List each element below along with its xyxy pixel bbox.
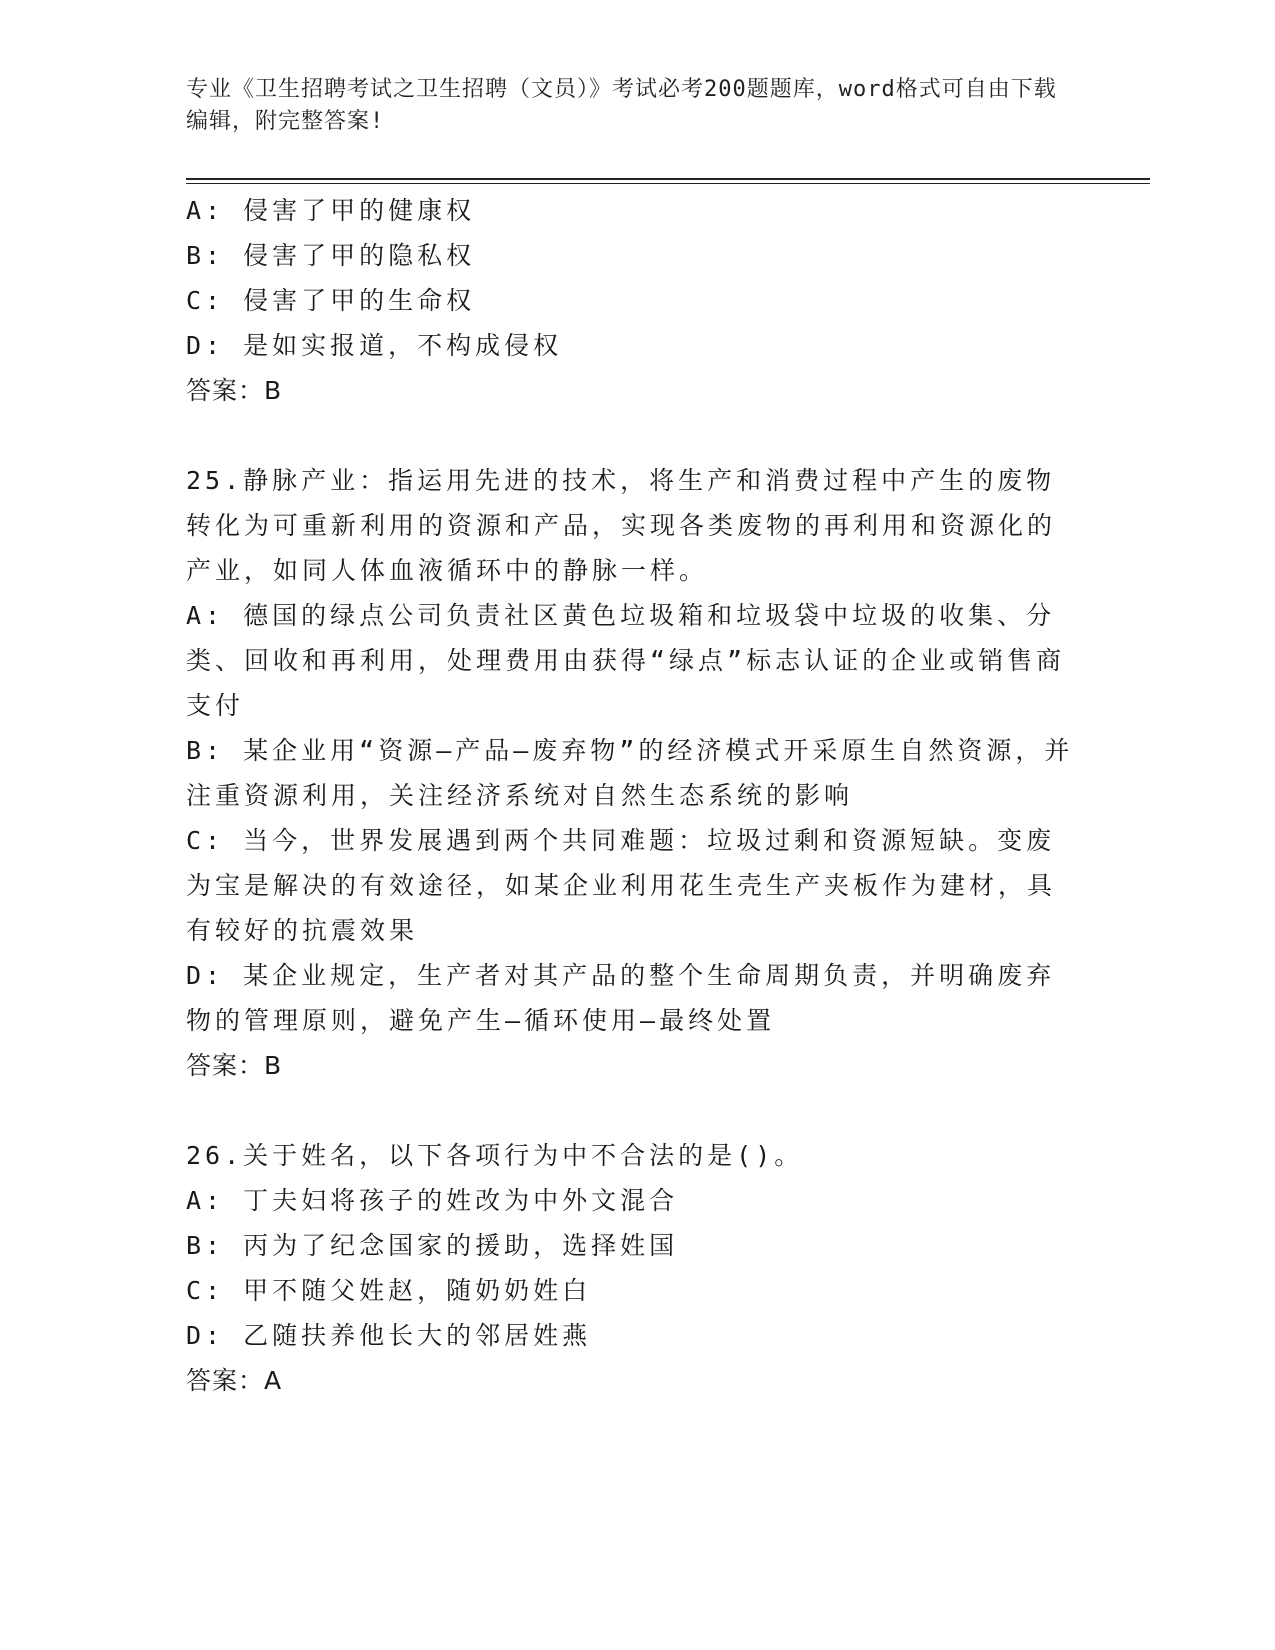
header-divider-thin <box>186 183 1150 184</box>
question-stem: 26.关于姓名，以下各项行为中不合法的是()。 <box>186 1141 804 1170</box>
option-a: A: 侵害了甲的健康权 <box>186 196 476 225</box>
header-divider-thick <box>186 178 1150 180</box>
option-a: A: 丁夫妇将孩子的姓改为中外文混合 <box>186 1186 679 1215</box>
option-c: C: 甲不随父姓赵，随奶奶姓白 <box>186 1276 592 1305</box>
question-stem: 25.静脉产业：指运用先进的技术，将生产和消费过程中产生的废物转化为可重新利用的资源和产品，实现各类废物的再利用和资源化的产业，如同人体血液循环中的静脉一样。 <box>186 466 1057 585</box>
option-c: C: 当今，世界发展遇到两个共同难题：垃圾过剩和资源短缺。变废为宝是解决的有效途径，如某企业利用花生壳生产夹板作为建材，具有较好的抗震效果 <box>186 826 1057 945</box>
option-d: D: 是如实报道，不构成侵权 <box>186 331 563 360</box>
answer-label: 答案：B <box>186 1051 283 1080</box>
option-c: C: 侵害了甲的生命权 <box>186 286 476 315</box>
question-25 <box>186 458 1076 1088</box>
question-26 <box>186 1133 1076 1403</box>
document-header: 专业《卫生招聘考试之卫生招聘（文员）》考试必考200题题库，word格式可自由下载编辑，附完整答案! <box>186 77 1057 134</box>
option-a: A: 德国的绿点公司负责社区黄色垃圾箱和垃圾袋中垃圾的收集、分类、回收和再利用，处理费用由获得“绿点”标志认证的企业或销售商支付 <box>186 601 1066 720</box>
option-b: B: 某企业用“资源—产品—废弃物”的经济模式开采原生自然资源，并注重资源利用，关注经济系统对自然生态系统的影响 <box>186 736 1074 810</box>
spacer <box>186 413 1076 458</box>
question-24 <box>186 188 1076 413</box>
question-content <box>186 188 1076 1403</box>
answer-label: 答案：A <box>186 1366 283 1395</box>
option-b: B: 侵害了甲的隐私权 <box>186 241 476 270</box>
option-d: D: 某企业规定，生产者对其产品的整个生命周期负责，并明确废弃物的管理原则，避免产生—循环使用—最终处置 <box>186 961 1056 1035</box>
answer-label: 答案：B <box>186 376 283 405</box>
option-b: B: 丙为了纪念国家的援助，选择姓国 <box>186 1231 679 1260</box>
option-d: D: 乙随扶养他长大的邻居姓燕 <box>186 1321 592 1350</box>
spacer <box>186 1088 1076 1133</box>
